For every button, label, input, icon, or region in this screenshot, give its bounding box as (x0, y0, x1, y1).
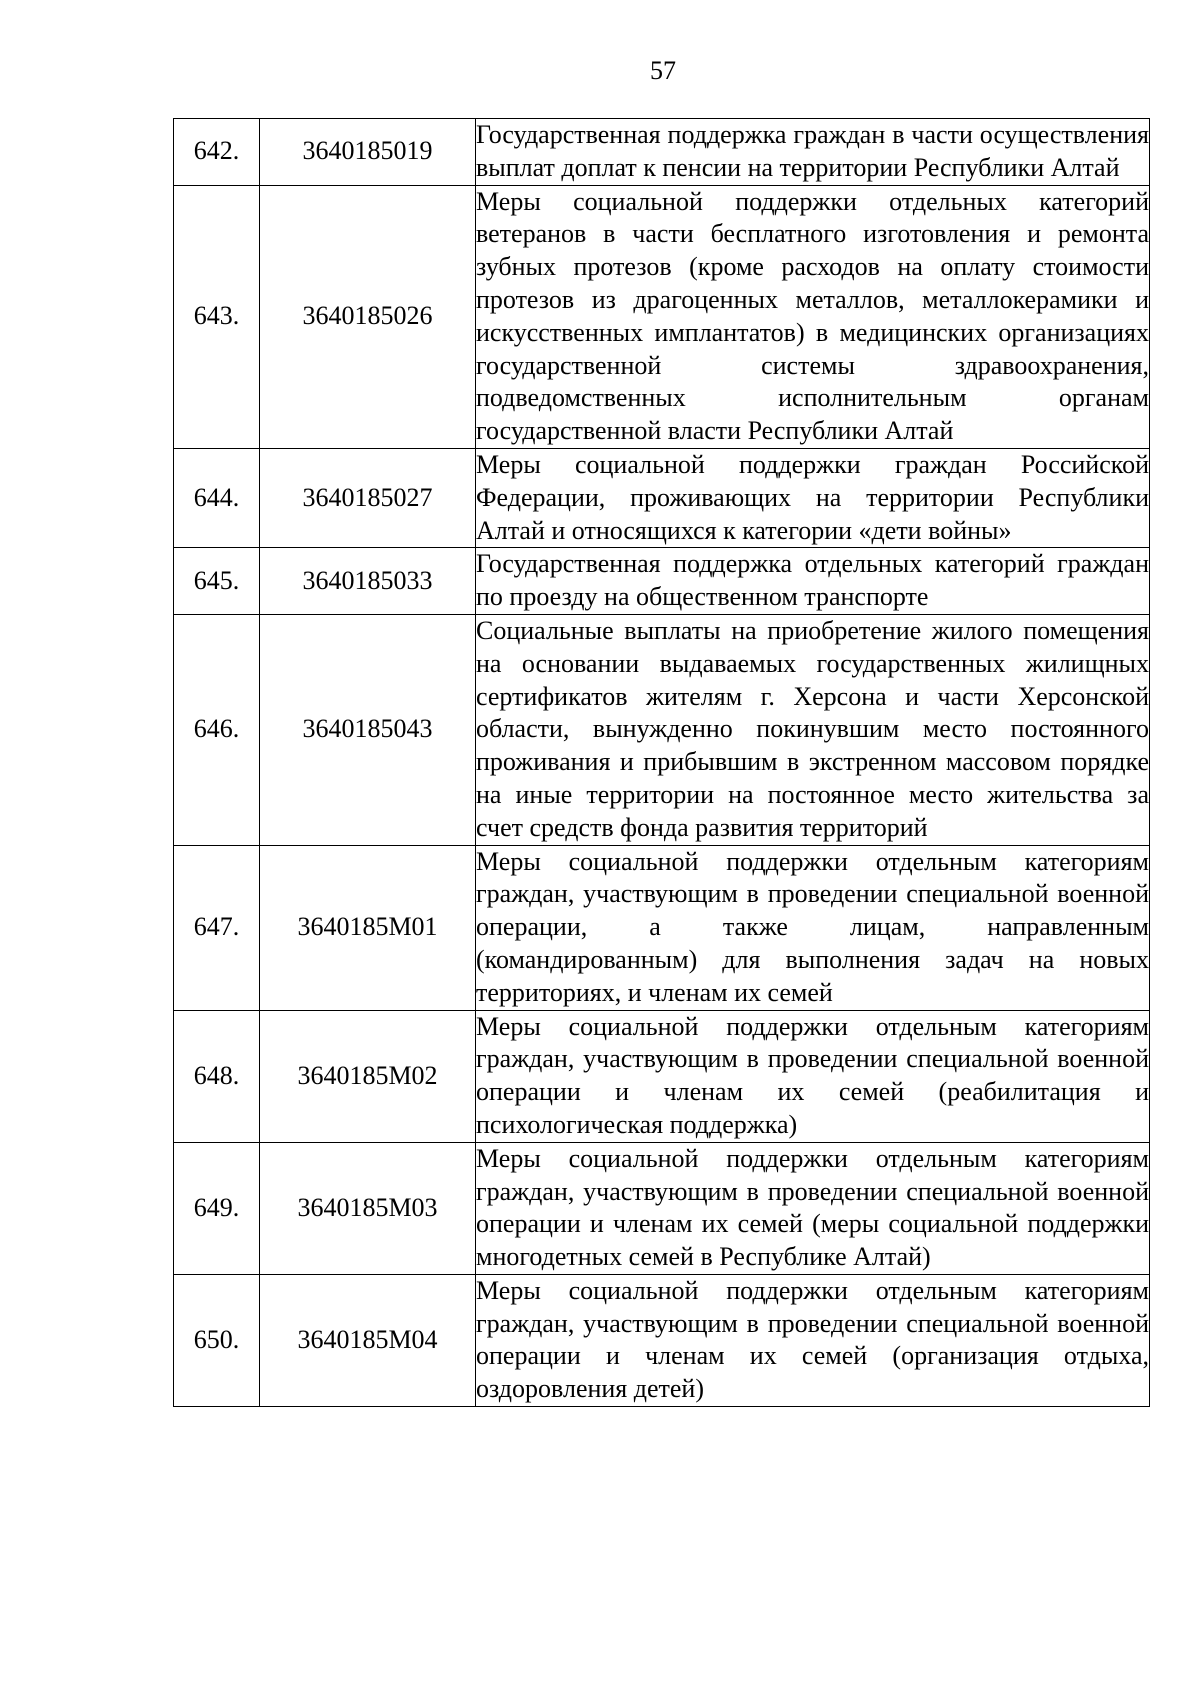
row-description: Социальные выплаты на приобретение жилого помещения на основании выдаваемых государственных жилищных сертификатов жителям г. Херсона и части Херсонской области, вынужденно покинувшим место постоянного проживания и прибывшим в экстренном массовом порядке на иные территории на постоянное место жительства за счет средств фонда развития территорий (476, 614, 1150, 845)
table-row (174, 548, 1150, 615)
row-description: Меры социальной поддержки отдельным категориям граждан, участвующим в проведении специальной военной операции и членам их семей (организация отдыха, оздоровления детей) (476, 1274, 1150, 1406)
table-row (174, 1010, 1150, 1142)
row-code: 3640185027 (260, 448, 476, 547)
table-row (174, 119, 1150, 186)
row-code: 3640185043 (260, 614, 476, 845)
row-number: 642. (174, 119, 260, 186)
row-code: 3640185М04 (260, 1274, 476, 1406)
row-number: 643. (174, 185, 260, 448)
row-description: Меры социальной поддержки граждан Российской Федерации, проживающих на территории Республики Алтай и относящихся к категории «дети войны» (476, 448, 1150, 547)
row-description: Государственная поддержка отдельных категорий граждан по проезду на общественном транспорте (476, 548, 1150, 615)
row-number: 648. (174, 1010, 260, 1142)
table-row (174, 185, 1150, 448)
row-description: Меры социальной поддержки отдельным категориям граждан, участвующим в проведении специальной военной операции и членам их семей (меры социальной поддержки многодетных семей в Республике Алтай) (476, 1142, 1150, 1274)
table-row (174, 845, 1150, 1010)
table-row (174, 614, 1150, 845)
table-row (174, 448, 1150, 547)
page-number: 57 (650, 56, 676, 85)
row-number: 649. (174, 1142, 260, 1274)
row-code: 3640185М03 (260, 1142, 476, 1274)
row-code: 3640185019 (260, 119, 476, 186)
row-number: 646. (174, 614, 260, 845)
row-description: Меры социальной поддержки отдельных категорий ветеранов в части бесплатного изготовления и ремонта зубных протезов (кроме расходов на оплату стоимости протезов из драгоценных металлов, металлокерамики и искусственных имплантатов) в медицинских организациях государственной системы здравоохранения, подведомственных исполнительным органам государственной власти Республики Алтай (476, 185, 1150, 448)
row-number: 650. (174, 1274, 260, 1406)
registry-table (173, 118, 1150, 1407)
row-description: Государственная поддержка граждан в части осуществления выплат доплат к пенсии на территории Республики Алтай (476, 119, 1150, 186)
row-number: 645. (174, 548, 260, 615)
row-code: 3640185026 (260, 185, 476, 448)
row-description: Меры социальной поддержки отдельным категориям граждан, участвующим в проведении специальной военной операции, а также лицам, направленным (командированным) для выполнения задач на новых территориях, и членам их семей (476, 845, 1150, 1010)
row-code: 3640185М02 (260, 1010, 476, 1142)
row-code: 3640185033 (260, 548, 476, 615)
row-number: 644. (174, 448, 260, 547)
row-code: 3640185М01 (260, 845, 476, 1010)
table-row (174, 1274, 1150, 1406)
table-row (174, 1142, 1150, 1274)
row-description: Меры социальной поддержки отдельным категориям граждан, участвующим в проведении специальной военной операции и членам их семей (реабилитация и психологическая поддержка) (476, 1010, 1150, 1142)
row-number: 647. (174, 845, 260, 1010)
